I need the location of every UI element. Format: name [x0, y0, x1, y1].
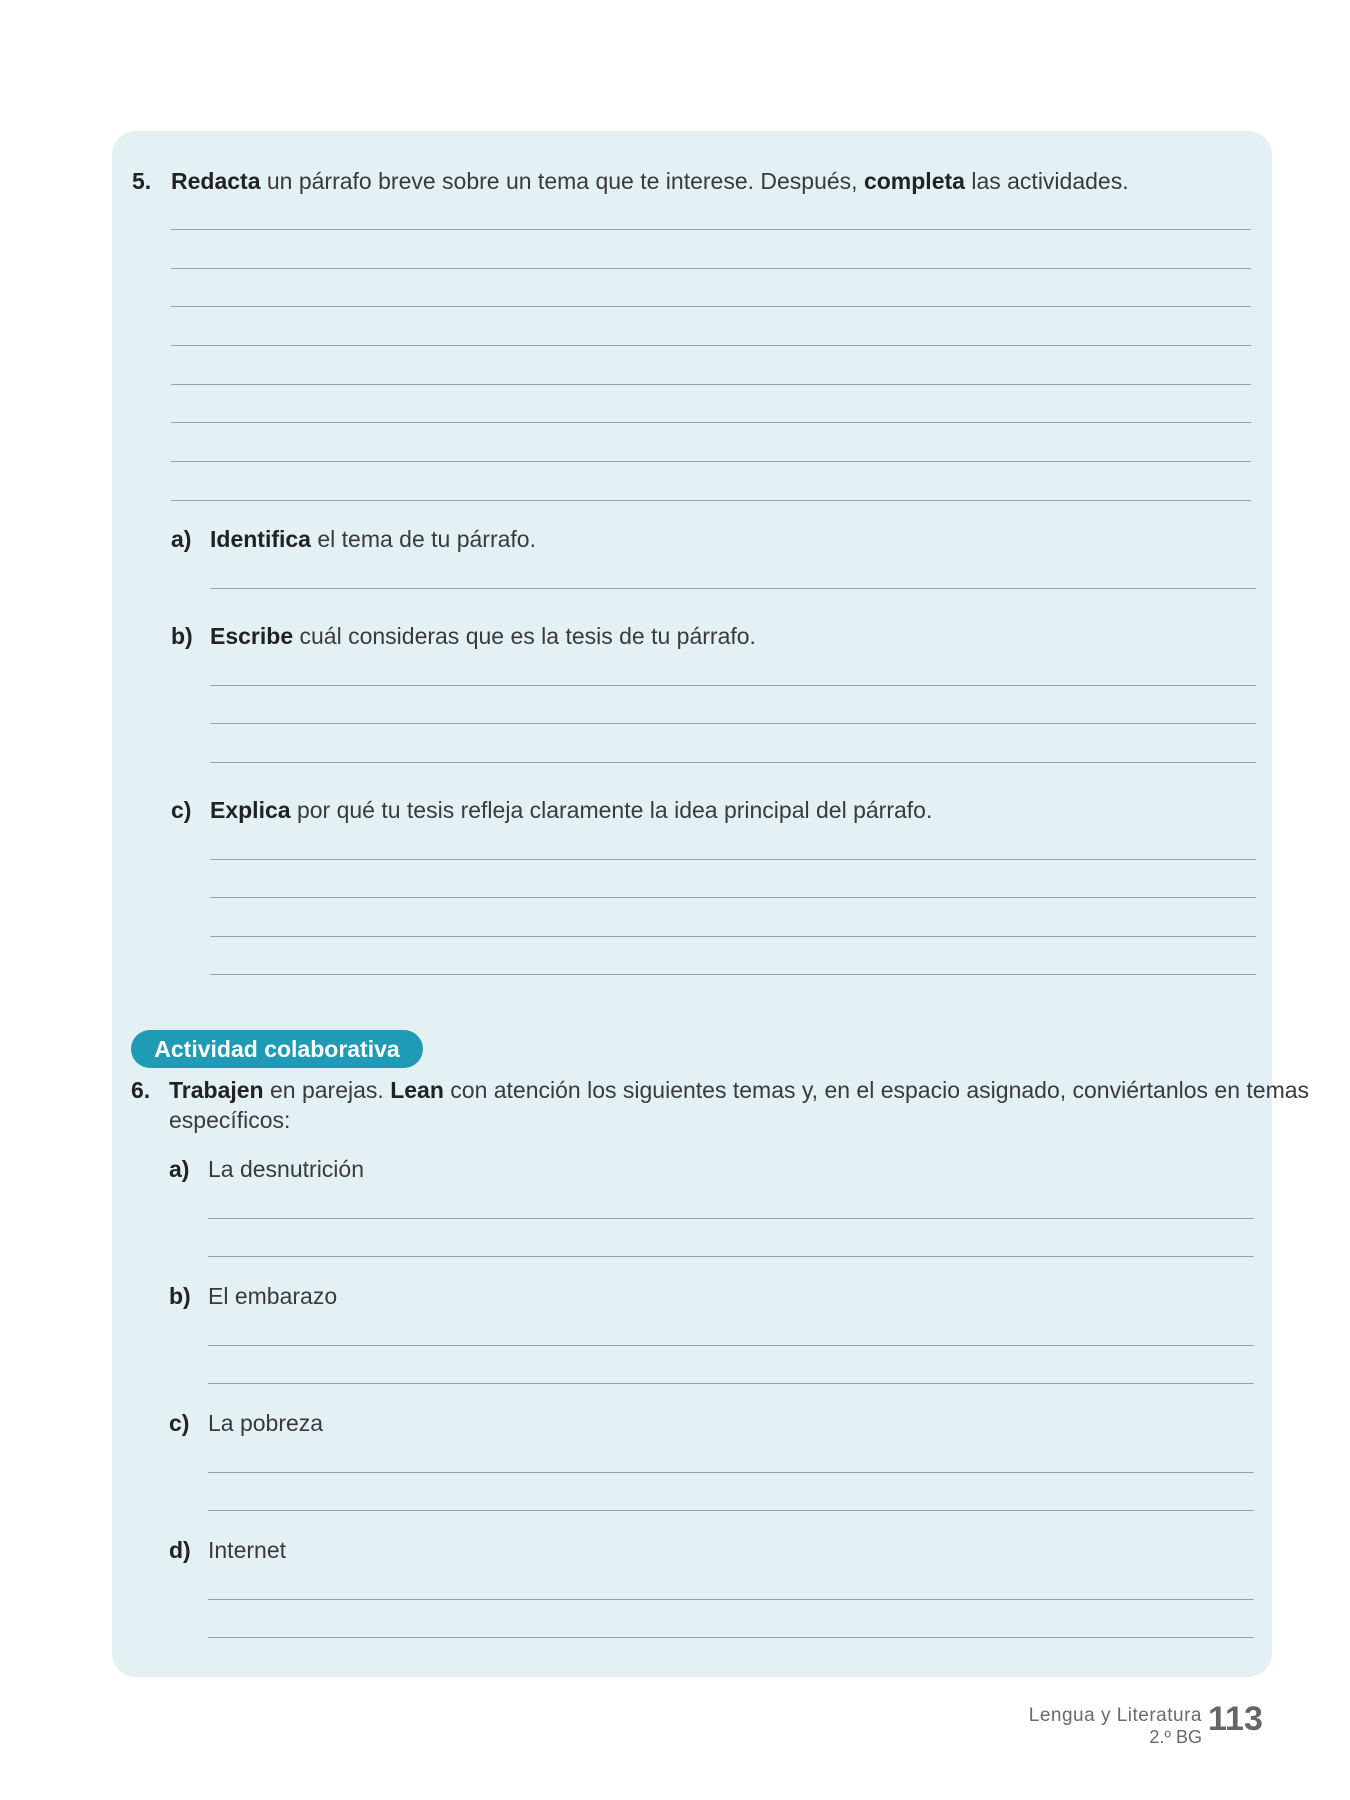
answer-line[interactable] [208, 1599, 1254, 1600]
exercise-5-instruction: Redacta un párrafo breve sobre un tema que te interese. Después, completa las actividades. [171, 168, 1129, 194]
item-6a-letter: a) [169, 1156, 190, 1182]
item-6d-letter: d) [169, 1537, 191, 1563]
answer-line[interactable] [210, 588, 1256, 589]
writing-line[interactable] [171, 422, 1251, 423]
item-6b-topic: El embarazo [208, 1283, 338, 1309]
answer-line[interactable] [208, 1218, 1254, 1219]
exercise-6-instruction-cont: específicos: [169, 1107, 291, 1133]
item-5b-letter: b) [171, 623, 193, 649]
item-6b-letter: b) [169, 1283, 191, 1309]
writing-line[interactable] [171, 500, 1251, 501]
footer-subject: Lengua y Literatura [1028, 1705, 1202, 1726]
item-5a-text: Identifica el tema de tu párrafo. [210, 526, 536, 552]
item-5b-text: Escribe cuál consideras que es la tesis de tu párrafo. [210, 623, 756, 649]
answer-line[interactable] [208, 1383, 1254, 1384]
exercise-6-instruction: Trabajen en parejas. Lean con atención los siguientes temas y, en el espacio asignado, conviértanlos en temas [169, 1077, 1310, 1103]
exercise-6-number: 6. [131, 1077, 151, 1103]
item-5c-letter: c) [171, 797, 192, 823]
exercise-5-verb-redacta: Redacta [171, 168, 261, 194]
answer-line[interactable] [208, 1637, 1254, 1638]
activity-panel [112, 131, 1272, 1677]
collaborative-activity-badge: Actividad colaborativa [131, 1030, 423, 1068]
item-6c-topic: La pobreza [208, 1410, 324, 1436]
answer-line[interactable] [210, 936, 1256, 937]
exercise-5-verb-completa: completa [863, 168, 965, 194]
item-6a-topic: La desnutrición [208, 1156, 364, 1182]
writing-line[interactable] [171, 384, 1251, 385]
writing-line[interactable] [171, 461, 1251, 462]
item-5a-letter: a) [171, 526, 192, 552]
answer-line[interactable] [210, 897, 1256, 898]
item-6d-topic: Internet [208, 1537, 286, 1563]
exercise-6-verb-lean: Lean [390, 1077, 444, 1103]
answer-line[interactable] [210, 762, 1256, 763]
item-6c-letter: c) [169, 1410, 190, 1436]
writing-line[interactable] [171, 229, 1251, 230]
answer-line[interactable] [208, 1472, 1254, 1473]
writing-line[interactable] [171, 268, 1251, 269]
exercise-5-number: 5. [132, 168, 152, 194]
writing-line[interactable] [171, 345, 1251, 346]
answer-line[interactable] [210, 685, 1256, 686]
answer-line[interactable] [210, 974, 1256, 975]
page-number: 113 [1208, 1700, 1263, 1738]
answer-line[interactable] [210, 859, 1256, 860]
footer-grade: 2.º BG [1149, 1727, 1202, 1747]
answer-line[interactable] [208, 1345, 1254, 1346]
answer-line[interactable] [208, 1256, 1254, 1257]
answer-line[interactable] [208, 1510, 1254, 1511]
item-5c-text: Explica por qué tu tesis refleja claramente la idea principal del párrafo. [210, 797, 933, 823]
writing-line[interactable] [171, 306, 1251, 307]
exercise-6-verb-trabajen: Trabajen [169, 1077, 264, 1103]
answer-line[interactable] [210, 723, 1256, 724]
